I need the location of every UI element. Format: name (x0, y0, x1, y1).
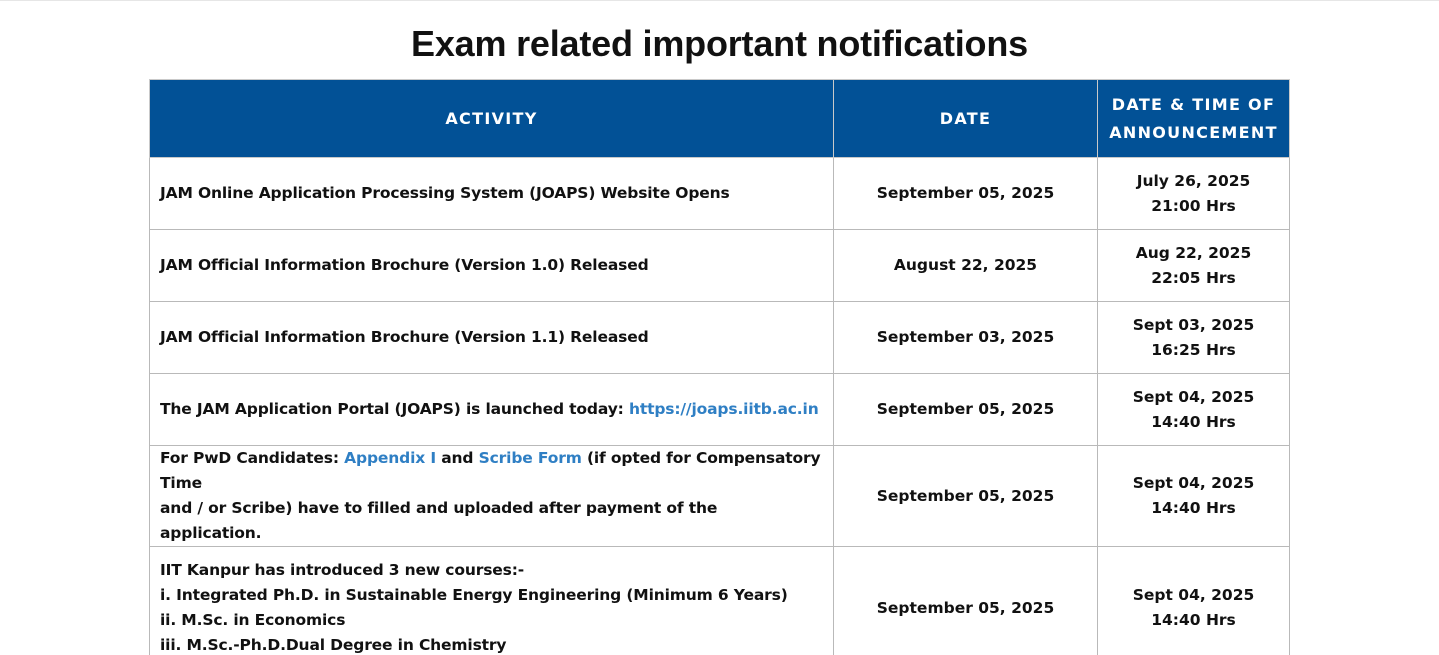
activity-cell: JAM Online Application Processing System (JOAPS) Website Opens (150, 158, 834, 230)
page-title: Exam related important notifications (411, 23, 1028, 65)
table-row (150, 158, 1290, 230)
activity-line (160, 446, 823, 496)
activity-and: and (435, 449, 479, 467)
activity-cell: JAM Official Information Brochure (Version 1.1) Released (150, 302, 834, 374)
table-row (150, 230, 1290, 302)
date-cell: September 05, 2025 (834, 374, 1098, 446)
activity-line: IIT Kanpur has introduced 3 new courses:- (160, 561, 525, 579)
appendix-i-link[interactable]: Appendix I (344, 449, 436, 467)
announcement-time: 16:25 Hrs (1151, 340, 1236, 359)
activity-cell (150, 374, 834, 446)
announcement-cell (1098, 547, 1290, 655)
announcement-cell (1098, 158, 1290, 230)
date-cell: September 05, 2025 (834, 547, 1098, 655)
table-row (150, 547, 1290, 655)
column-header-activity: ACTIVITY (150, 80, 834, 158)
announcement-time: 14:40 Hrs (1151, 412, 1236, 431)
date-cell: September 03, 2025 (834, 302, 1098, 374)
announcement-cell (1098, 230, 1290, 302)
table-header (150, 80, 1290, 158)
table-row (150, 302, 1290, 374)
announcement-date: Aug 22, 2025 (1135, 243, 1252, 262)
activity-text: The JAM Application Portal (JOAPS) is launched today: (160, 400, 629, 418)
activity-line: ii. M.Sc. in Economics (160, 611, 346, 629)
announcement-date: Sept 04, 2025 (1132, 586, 1255, 604)
activity-line: i. Integrated Ph.D. in Sustainable Energy Engineering (Minimum 6 Years) (160, 586, 788, 604)
announcement-date: Sept 04, 2025 (1132, 387, 1255, 406)
date-cell: September 05, 2025 (834, 446, 1098, 547)
activity-cell (150, 547, 834, 655)
announcement-date: July 26, 2025 (1136, 171, 1251, 190)
announcement-cell (1098, 374, 1290, 446)
column-header-announcement-line2: ANNOUNCEMENT (1109, 122, 1278, 142)
activity-prefix: For PwD Candidates: (160, 449, 345, 467)
activity-cell (150, 446, 834, 547)
activity-line: iii. M.Sc.-Ph.D.Dual Degree in Chemistry (160, 636, 507, 654)
activity-cell: JAM Official Information Brochure (Version 1.0) Released (150, 230, 834, 302)
top-divider (0, 0, 1439, 1)
announcement-time: 22:05 Hrs (1151, 268, 1236, 287)
date-cell: September 05, 2025 (834, 158, 1098, 230)
announcement-date: Sept 03, 2025 (1132, 315, 1255, 334)
column-header-announcement-line1: DATE & TIME OF (1111, 94, 1276, 114)
scribe-form-link[interactable]: Scribe Form (478, 449, 582, 467)
notifications-table (149, 79, 1290, 655)
column-header-date: DATE (834, 80, 1098, 158)
activity-suffix: (if opted for Compensatory Time (160, 449, 821, 492)
announcement-cell (1098, 446, 1290, 547)
table-row (150, 446, 1290, 547)
announcement-cell (1098, 302, 1290, 374)
announcement-date: Sept 04, 2025 (1132, 474, 1255, 492)
announcement-time: 21:00 Hrs (1151, 196, 1236, 215)
column-header-announcement (1098, 80, 1290, 158)
table-row (150, 374, 1290, 446)
activity-line: and / or Scribe) have to filled and uploaded after payment of the application. (160, 499, 718, 542)
announcement-time: 14:40 Hrs (1151, 499, 1236, 517)
joaps-portal-link[interactable]: https://joaps.iitb.ac.in (628, 400, 819, 418)
date-cell: August 22, 2025 (834, 230, 1098, 302)
announcement-time: 14:40 Hrs (1151, 611, 1236, 629)
